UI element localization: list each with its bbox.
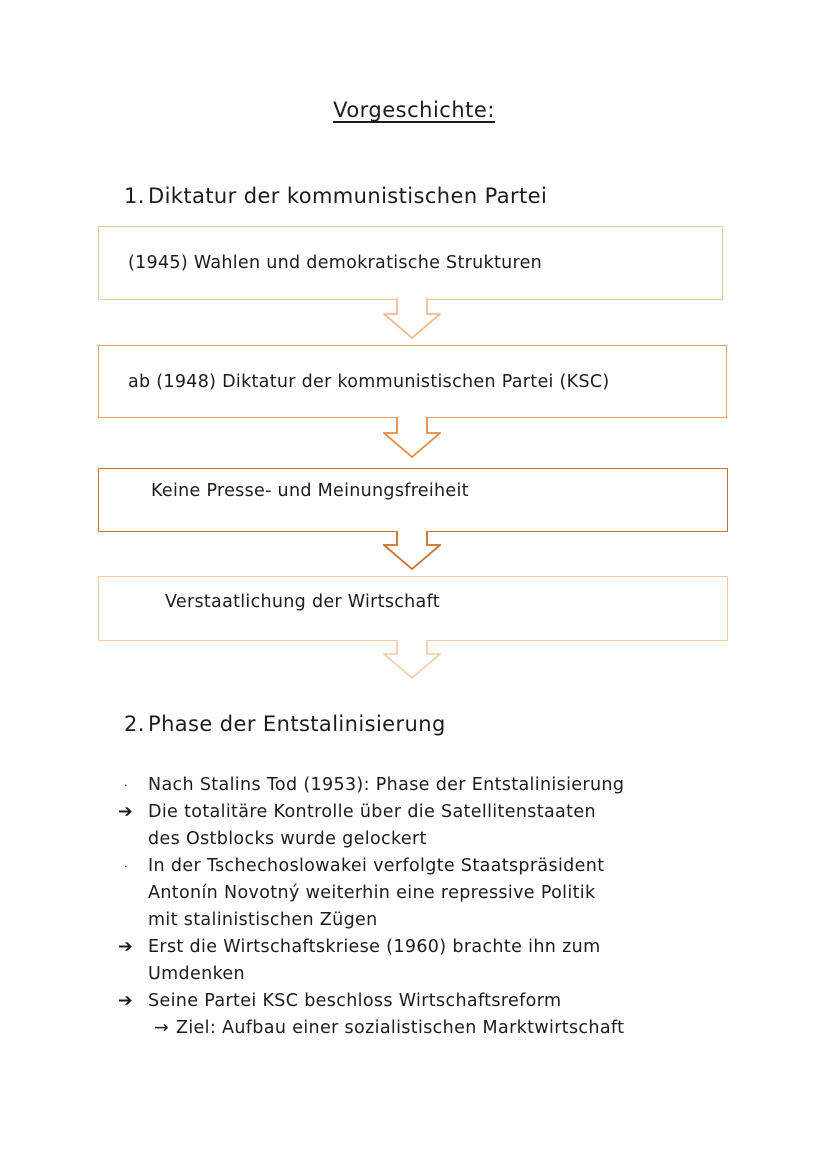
flow-arrow-2 <box>383 417 441 459</box>
list-item <box>118 799 758 853</box>
list-item-line: Antonín Novotný weiterhin eine repressive Politik <box>148 883 596 903</box>
section-heading-1-text: Diktatur der kommunistischen Partei <box>148 184 548 208</box>
flow-box-2 <box>98 345 727 418</box>
section-number-1: 1. <box>124 184 145 208</box>
list-item <box>118 934 758 988</box>
flow-box-4 <box>98 576 728 641</box>
section-number-2: 2. <box>124 712 145 736</box>
bullet-dot-icon: · <box>124 779 128 792</box>
flow-box-3 <box>98 468 728 532</box>
arrow-right-icon: ➔ <box>118 802 134 822</box>
section-heading-2 <box>124 712 446 736</box>
list-item-line: Umdenken <box>148 964 245 984</box>
list-item-line: Die totalitäre Kontrolle über die Satellitenstaaten <box>148 802 596 822</box>
section-heading-1 <box>124 184 547 208</box>
list-item-line: des Ostblocks wurde gelockert <box>148 829 427 849</box>
flow-arrow-4 <box>383 640 441 680</box>
list-item-line: Seine Partei KSC beschloss Wirtschaftsreform <box>148 991 562 1011</box>
list-item-line: In der Tschechoslowakei verfolgte Staatspräsident <box>148 856 605 876</box>
list-item <box>118 988 758 1015</box>
sub-list-item <box>118 1015 758 1042</box>
list-item-line: mit stalinistischen Zügen <box>148 910 378 930</box>
flow-box-2-text: ab (1948) Diktatur der kommunistischen Partei (KSC) <box>128 371 610 392</box>
sub-arrow-right-icon: → <box>154 1018 170 1038</box>
section-heading-2-text: Phase der Entstalinisierung <box>148 712 446 736</box>
list-item-line: Nach Stalins Tod (1953): Phase der Entstalinisierung <box>148 775 625 795</box>
flow-box-4-text: Verstaatlichung der Wirtschaft <box>165 592 440 612</box>
arrow-right-icon: ➔ <box>118 991 134 1011</box>
flow-arrow-1 <box>383 298 441 340</box>
page-title: Vorgeschichte: <box>333 98 495 122</box>
flow-box-1 <box>98 226 723 300</box>
flow-box-3-text: Keine Presse- und Meinungsfreiheit <box>151 481 469 501</box>
bullet-dot-icon: · <box>124 860 128 873</box>
sub-list-item-text: Ziel: Aufbau einer sozialistischen Marktwirtschaft <box>176 1018 625 1038</box>
list-item <box>118 772 758 799</box>
flow-box-1-text: (1945) Wahlen und demokratische Strukturen <box>128 253 543 273</box>
bullet-list <box>118 772 758 1042</box>
flow-arrow-3 <box>383 531 441 571</box>
list-item-line: Erst die Wirtschaftskriese (1960) brachte ihn zum <box>148 937 601 957</box>
list-item <box>118 853 758 934</box>
arrow-right-icon: ➔ <box>118 937 134 957</box>
